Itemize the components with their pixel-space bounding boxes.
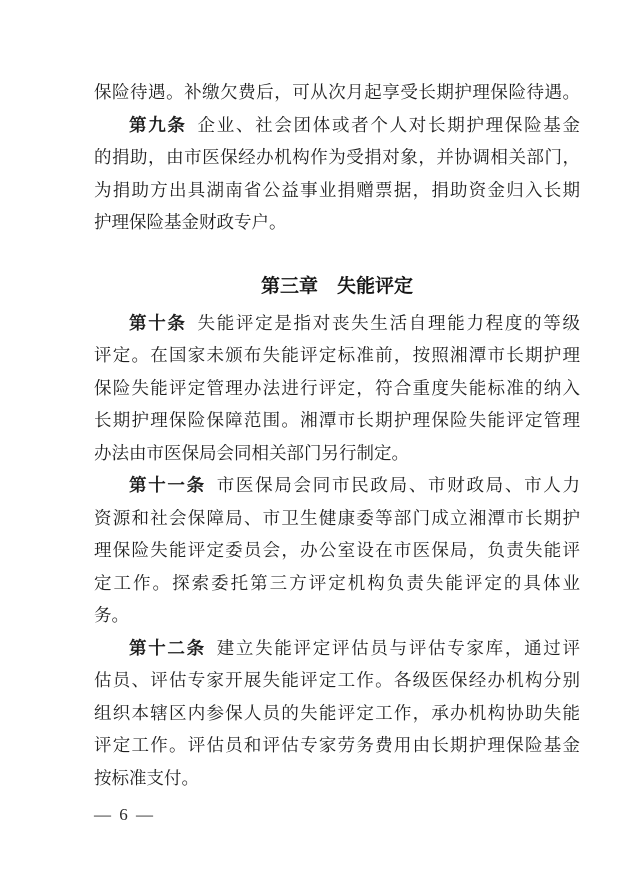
page-number: — 6 — xyxy=(94,805,155,824)
text-line xyxy=(94,307,580,340)
text-line: 理保险失能评定委员会，办公室设在市医保局，负责失能评 xyxy=(94,540,580,560)
article-9-number: 第九条 xyxy=(129,114,187,135)
text-line: 长期护理保险保障范围。湘潭市长期护理保险失能评定管理 xyxy=(94,410,580,430)
text-line: 按标准支付。 xyxy=(94,767,199,788)
article-10-paragraph xyxy=(94,307,580,470)
text-line xyxy=(94,109,580,142)
text-line: 务。 xyxy=(94,605,129,625)
article-11-paragraph xyxy=(94,469,580,632)
text-line: 护理保险基金财政专户。 xyxy=(94,212,287,232)
text-line: 组织本辖区内参保人员的失能评定工作，承办机构协助失能 xyxy=(94,702,580,723)
article-12-number: 第十二条 xyxy=(129,637,206,658)
text-line: 资源和社会保障局、市卫生健康委等部门成立湘潭市长期护 xyxy=(94,507,580,528)
text-line: 估员、评估专家开展失能评定工作。各级医保经办机构分别 xyxy=(94,670,580,690)
article-10-number: 第十条 xyxy=(129,312,187,333)
text-line: 办法由市医保局会同相关部门另行制定。 xyxy=(94,442,409,463)
text-line-continuation: 保险待遇。补缴欠费后，可从次月起享受长期护理保险待遇。 xyxy=(94,82,580,102)
article-12-text: 建立失能评定评估员与评估专家库，通过评 xyxy=(216,637,581,658)
article-9-text: 企业、社会团体或者个人对长期护理保险基金 xyxy=(197,114,581,135)
article-11-text: 市医保局会同市民政局、市财政局、市人力 xyxy=(216,475,581,495)
text-line: 保险失能评定管理办法进行评定，符合重度失能标准的纳入 xyxy=(94,377,580,398)
page-content xyxy=(94,76,580,832)
text-line xyxy=(94,469,580,502)
article-11-number: 第十一条 xyxy=(129,475,206,495)
text-line: 评定。在国家未颁布失能评定标准前，按照湘潭市长期护理 xyxy=(94,345,580,365)
text-line xyxy=(94,632,580,665)
text-line: 为捐助方出具湖南省公益事业捐赠票据，捐助资金归入长期 xyxy=(94,179,580,200)
text-line: 的捐助，由市医保经办机构作为受捐对象，并协调相关部门， xyxy=(94,147,580,167)
text-line: 评定工作。评估员和评估专家劳务费用由长期护理保险基金 xyxy=(94,735,580,755)
text-line: 定工作。探索委托第三方评定机构负责失能评定的具体业 xyxy=(94,572,580,593)
article-10-text: 失能评定是指对丧失生活自理能力程度的等级 xyxy=(197,312,581,333)
chapter-heading: 第三章 失能评定 xyxy=(260,275,413,297)
article-9-paragraph xyxy=(94,109,580,239)
article-12-paragraph xyxy=(94,632,580,795)
